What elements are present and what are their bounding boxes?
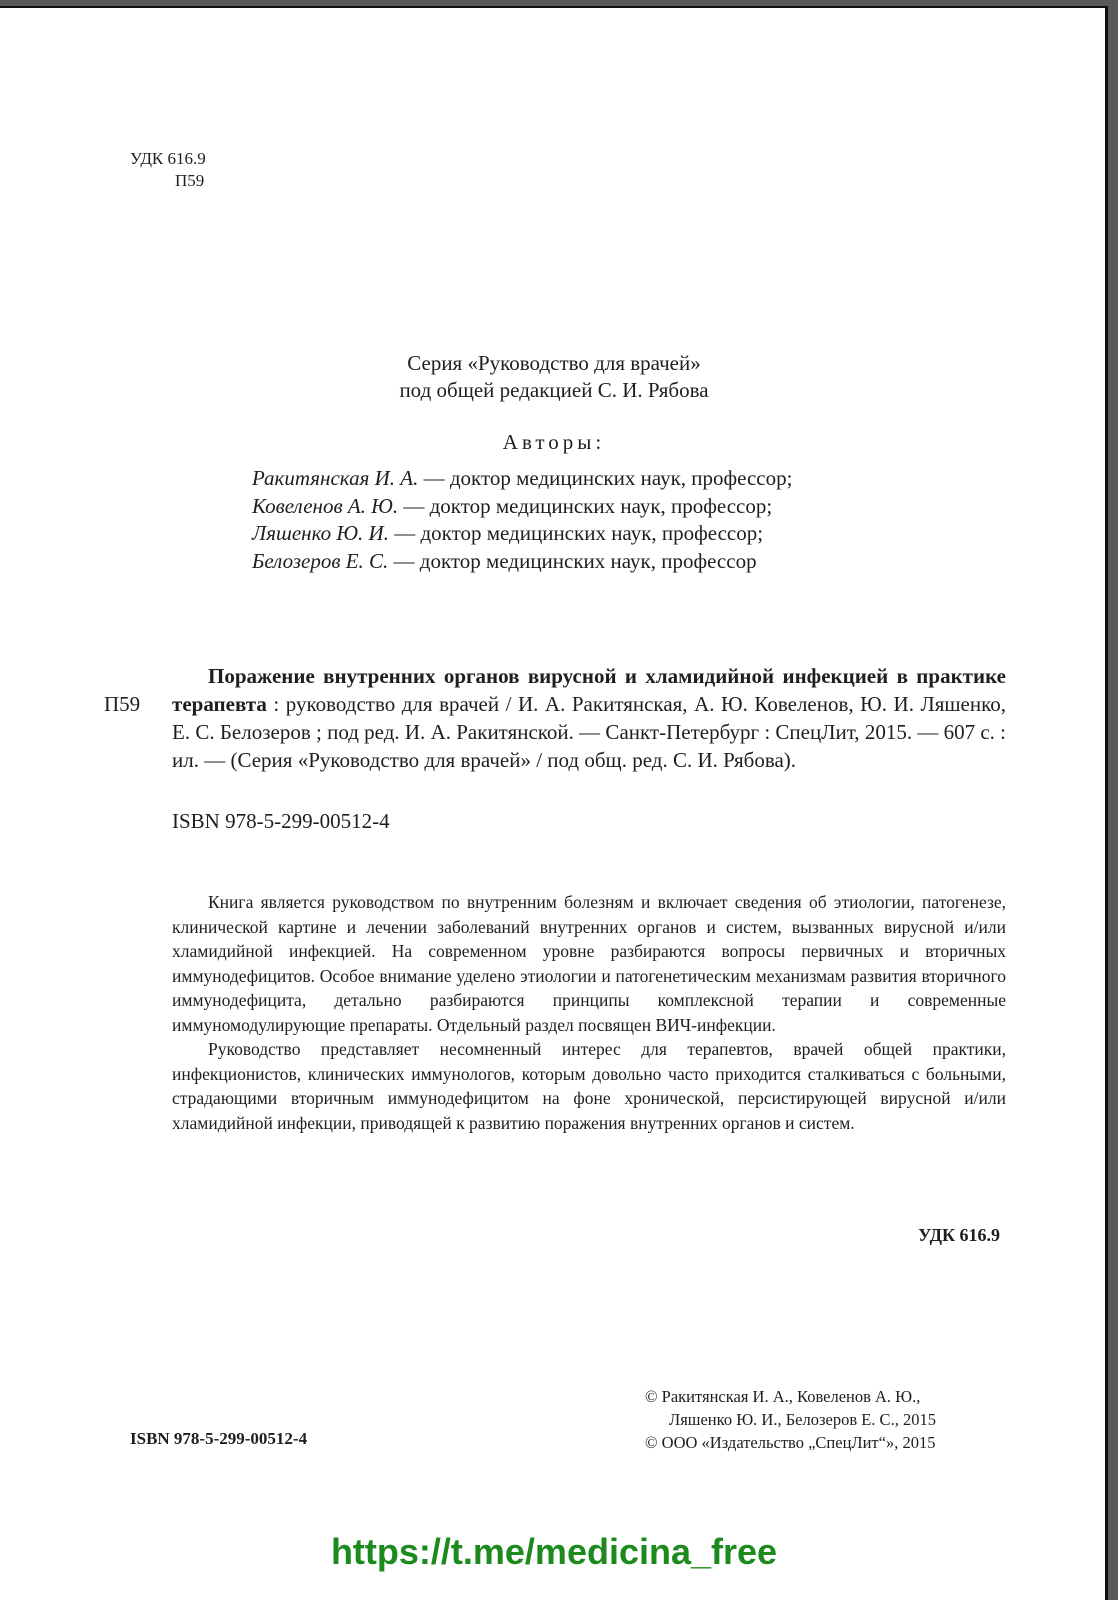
author-name: Ковеленов А. Ю. (252, 493, 399, 518)
copyright-block (645, 1385, 936, 1454)
udk-code: УДК 616.9 (130, 149, 206, 168)
annotation-paragraph: Руководство представляет несомненный интерес для терапевтов, врачей общей практики, инфекционистов, клинических иммунологов, которым довольно часто приходится сталкиваться с больными, страдающими вторичным иммунодефицитом на фоне хронической, персистирующей вирусной и/или хламидийной инфекции, приводящей к развитию поражения внутренних органов и систем. (172, 1039, 1006, 1133)
author-description: — доктор медицинских наук, профессор; (388, 521, 764, 545)
bibliographic-record (172, 662, 1006, 774)
telegram-link[interactable]: https://t.me/medicina_free (330, 1531, 778, 1572)
author-item (252, 465, 792, 493)
isbn-bottom: ISBN 978-5-299-00512-4 (130, 1429, 308, 1448)
annotation (172, 890, 1006, 1135)
udk-bottom: УДК 616.9 (918, 1225, 1000, 1245)
author-description: — доктор медицинских наук, профессор (388, 548, 757, 573)
bibliographic-details: : руководство для врачей / И. А. Ракитянская, А. Ю. Ковеленов, Ю. И. Ляшенко, Е. С. Белозеров ; под ред. И. А. Ракитянской. — Санкт-Петербург : СпецЛит, 2015. — 607 с. : ил. — (Серия «Руководство для врачей» / под общ. ред. С. И. Рябова). (172, 692, 1006, 772)
author-mark-code: П59 (175, 171, 205, 190)
copyright-line: © Ракитянская И. А., Ковеленов А. Ю., (645, 1387, 921, 1406)
series-block (0, 350, 1108, 404)
udk-block-top (130, 148, 206, 192)
document-page (0, 6, 1108, 1600)
authors-heading: Авторы: (502, 430, 606, 454)
author-item (252, 493, 792, 521)
series-editor: под общей редакцией С. И. Рябова (399, 378, 709, 402)
author-description: — доктор медицинских наук, профессор; (418, 466, 793, 490)
isbn-record: ISBN 978-5-299-00512-4 (172, 809, 390, 833)
annotation-paragraph: Книга является руководством по внутренним болезням и включает сведения об этиологии, патогенезе, клинической картине и лечении заболеваний внутренних органов и систем, вызванных вирусной и/или хламидийной инфекцией. На современном уровне разбираются вопросы первичных и вторичных иммунодефицитов. Особое внимание уделено этиологии и патогенетическим механизмам развития вторичного иммунодефицита, детально разбираются принципы комплексной терапии и современные иммуномодулирующие препараты. Отдельный раздел посвящен ВИЧ-инфекции. (172, 892, 1006, 1035)
author-name: Ракитянская И. А. (252, 466, 419, 490)
author-name: Ляшенко Ю. И. (252, 521, 389, 545)
author-item (252, 520, 792, 548)
author-item (252, 548, 792, 576)
copyright-line: Ляшенко Ю. И., Белозеров Е. С., 2015 (669, 1410, 936, 1429)
series-title: Серия «Руководство для врачей» (407, 351, 701, 375)
biblio-author-mark: П59 (104, 692, 141, 716)
copyright-line: © ООО «Издательство „СпецЛит“», 2015 (645, 1433, 936, 1452)
author-name: Белозеров Е. С. (252, 548, 389, 573)
author-description: — доктор медицинских наук, профессор; (398, 493, 773, 518)
book-title: Поражение внутренних органов вирусной и хламидийной инфекцией в практике терапевта (172, 664, 1006, 716)
authors-list (252, 465, 792, 575)
